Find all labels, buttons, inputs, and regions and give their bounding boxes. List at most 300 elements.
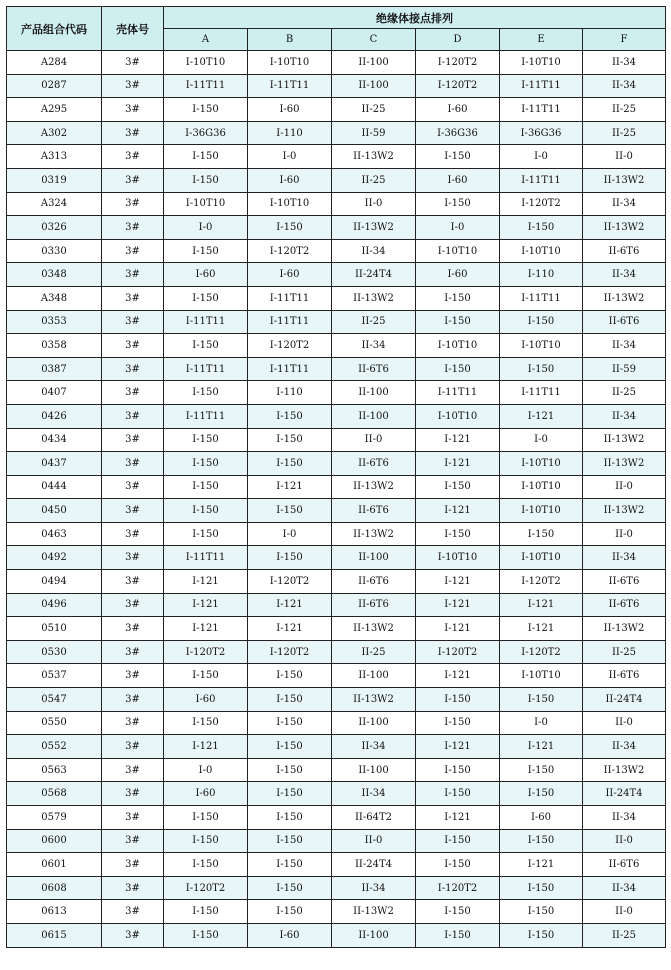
cell-f: II-34 [583,263,666,287]
cell-b: I-150 [248,853,332,877]
cell-a: I-60 [164,782,248,806]
cell-e: I-120T2 [500,570,583,594]
cell-e: I-150 [500,782,583,806]
table-row [7,829,666,853]
cell-e: I-121 [500,853,583,877]
cell-product-code: 0600 [7,829,102,853]
cell-f: II-34 [583,74,666,98]
cell-b: I-150 [248,876,332,900]
cell-shell: 3# [102,829,164,853]
cell-c: II-34 [332,735,416,759]
cell-product-code: 0494 [7,570,102,594]
cell-b: I-60 [248,923,332,947]
cell-shell: 3# [102,51,164,75]
cell-e: I-150 [500,688,583,712]
cell-product-code: 0407 [7,381,102,405]
cell-e: I-150 [500,216,583,240]
cell-a: I-11T11 [164,546,248,570]
cell-c: II-6T6 [332,452,416,476]
cell-b: I-150 [248,711,332,735]
cell-f: II-13W2 [583,499,666,523]
cell-shell: 3# [102,452,164,476]
cell-product-code: 0552 [7,735,102,759]
cell-a: I-10T10 [164,192,248,216]
cell-shell: 3# [102,310,164,334]
cell-a: I-60 [164,263,248,287]
cell-f: II-6T6 [583,593,666,617]
cell-c: II-6T6 [332,593,416,617]
cell-product-code: 0348 [7,263,102,287]
cell-e: I-60 [500,806,583,830]
cell-product-code: 0444 [7,475,102,499]
cell-c: II-13W2 [332,617,416,641]
table-row [7,121,666,145]
cell-product-code: 0437 [7,452,102,476]
header-col-b: B [248,29,332,51]
cell-c: II-100 [332,74,416,98]
table-header [7,7,666,51]
cell-c: II-0 [332,829,416,853]
header-col-e: E [500,29,583,51]
cell-shell: 3# [102,381,164,405]
cell-product-code: 0426 [7,404,102,428]
cell-c: II-13W2 [332,286,416,310]
cell-e: I-120T2 [500,640,583,664]
cell-b: I-60 [248,263,332,287]
cell-product-code: 0434 [7,428,102,452]
cell-b: I-120T2 [248,640,332,664]
cell-d: I-150 [416,923,500,947]
cell-b: I-11T11 [248,310,332,334]
cell-product-code: 0547 [7,688,102,712]
cell-b: I-120T2 [248,239,332,263]
cell-f: II-6T6 [583,239,666,263]
cell-f: II-34 [583,735,666,759]
cell-e: I-150 [500,876,583,900]
table-row [7,522,666,546]
cell-c: II-25 [332,98,416,122]
table-row [7,334,666,358]
cell-d: I-60 [416,168,500,192]
cell-c: II-6T6 [332,499,416,523]
cell-a: I-150 [164,853,248,877]
cell-a: I-150 [164,829,248,853]
cell-a: I-10T10 [164,51,248,75]
cell-d: I-150 [416,782,500,806]
header-col-d: D [416,29,500,51]
cell-e: I-121 [500,735,583,759]
cell-c: II-100 [332,51,416,75]
cell-product-code: A302 [7,121,102,145]
cell-d: I-10T10 [416,239,500,263]
cell-product-code: 0601 [7,853,102,877]
cell-shell: 3# [102,853,164,877]
cell-a: I-150 [164,806,248,830]
cell-b: I-150 [248,546,332,570]
cell-b: I-121 [248,475,332,499]
cell-c: II-13W2 [332,900,416,924]
cell-e: I-150 [500,310,583,334]
cell-b: I-11T11 [248,286,332,310]
cell-b: I-0 [248,522,332,546]
table-row [7,593,666,617]
cell-d: I-121 [416,499,500,523]
cell-c: II-34 [332,782,416,806]
cell-shell: 3# [102,168,164,192]
cell-a: I-121 [164,570,248,594]
cell-b: I-150 [248,428,332,452]
table-row [7,570,666,594]
cell-d: I-60 [416,263,500,287]
table-row [7,475,666,499]
cell-c: II-25 [332,640,416,664]
cell-c: II-13W2 [332,216,416,240]
cell-c: II-34 [332,239,416,263]
table-row [7,428,666,452]
cell-shell: 3# [102,640,164,664]
cell-f: II-6T6 [583,310,666,334]
cell-f: II-24T4 [583,782,666,806]
cell-shell: 3# [102,806,164,830]
cell-f: II-59 [583,357,666,381]
cell-f: II-25 [583,381,666,405]
cell-e: I-11T11 [500,98,583,122]
table-row [7,98,666,122]
cell-product-code: 0510 [7,617,102,641]
cell-c: II-24T4 [332,263,416,287]
cell-d: I-121 [416,735,500,759]
cell-d: I-10T10 [416,334,500,358]
cell-d: I-150 [416,475,500,499]
cell-shell: 3# [102,758,164,782]
cell-f: II-25 [583,98,666,122]
cell-e: I-150 [500,758,583,782]
cell-f: II-0 [583,145,666,169]
cell-c: II-0 [332,428,416,452]
cell-a: I-150 [164,428,248,452]
cell-shell: 3# [102,688,164,712]
cell-c: II-6T6 [332,357,416,381]
cell-c: II-100 [332,546,416,570]
table-row [7,853,666,877]
cell-a: I-150 [164,900,248,924]
cell-b: I-10T10 [248,51,332,75]
cell-d: I-60 [416,98,500,122]
cell-d: I-120T2 [416,51,500,75]
cell-f: II-13W2 [583,168,666,192]
header-shell-number: 壳体号 [102,7,164,51]
cell-a: I-150 [164,522,248,546]
header-product-code: 产品组合代码 [7,7,102,51]
cell-c: II-13W2 [332,475,416,499]
cell-e: I-10T10 [500,334,583,358]
cell-e: I-0 [500,145,583,169]
cell-c: II-59 [332,121,416,145]
table-row [7,452,666,476]
cell-b: I-150 [248,735,332,759]
table-row [7,263,666,287]
cell-e: I-121 [500,617,583,641]
cell-c: II-34 [332,876,416,900]
table-row [7,617,666,641]
cell-f: II-0 [583,522,666,546]
cell-product-code: A313 [7,145,102,169]
cell-product-code: 0492 [7,546,102,570]
cell-a: I-150 [164,145,248,169]
cell-product-code: 0326 [7,216,102,240]
cell-shell: 3# [102,239,164,263]
cell-shell: 3# [102,404,164,428]
cell-product-code: 0579 [7,806,102,830]
cell-f: II-34 [583,334,666,358]
header-col-c: C [332,29,416,51]
cell-b: I-110 [248,381,332,405]
cell-product-code: A348 [7,286,102,310]
cell-d: I-121 [416,593,500,617]
cell-e: I-150 [500,923,583,947]
cell-shell: 3# [102,735,164,759]
cell-shell: 3# [102,923,164,947]
cell-shell: 3# [102,876,164,900]
cell-a: I-121 [164,593,248,617]
cell-a: I-150 [164,381,248,405]
cell-a: I-150 [164,452,248,476]
cell-e: I-120T2 [500,192,583,216]
cell-shell: 3# [102,192,164,216]
cell-d: I-120T2 [416,876,500,900]
cell-a: I-150 [164,286,248,310]
header-col-f: F [583,29,666,51]
cell-c: II-25 [332,310,416,334]
cell-f: II-0 [583,829,666,853]
cell-product-code: 0550 [7,711,102,735]
cell-shell: 3# [102,334,164,358]
cell-b: I-150 [248,782,332,806]
cell-shell: 3# [102,617,164,641]
cell-b: I-10T10 [248,192,332,216]
cell-shell: 3# [102,593,164,617]
cell-f: II-34 [583,546,666,570]
cell-product-code: A295 [7,98,102,122]
table-row [7,711,666,735]
cell-d: I-121 [416,806,500,830]
table-row [7,216,666,240]
cell-a: I-120T2 [164,876,248,900]
cell-shell: 3# [102,263,164,287]
cell-c: II-100 [332,923,416,947]
cell-f: II-13W2 [583,452,666,476]
cell-shell: 3# [102,900,164,924]
cell-shell: 3# [102,782,164,806]
cell-f: II-6T6 [583,570,666,594]
table-row [7,357,666,381]
cell-product-code: 0496 [7,593,102,617]
cell-e: I-10T10 [500,546,583,570]
cell-a: I-150 [164,711,248,735]
cell-f: II-25 [583,640,666,664]
table-row [7,51,666,75]
table-row [7,900,666,924]
cell-c: II-6T6 [332,570,416,594]
cell-a: I-150 [164,499,248,523]
cell-shell: 3# [102,216,164,240]
cell-e: I-110 [500,263,583,287]
cell-d: I-121 [416,452,500,476]
cell-b: I-11T11 [248,357,332,381]
cell-f: II-13W2 [583,286,666,310]
cell-c: II-13W2 [332,522,416,546]
table-row [7,735,666,759]
cell-d: I-10T10 [416,546,500,570]
cell-product-code: 0530 [7,640,102,664]
cell-e: I-11T11 [500,74,583,98]
cell-b: I-60 [248,168,332,192]
cell-b: I-11T11 [248,74,332,98]
cell-d: I-150 [416,758,500,782]
cell-a: I-11T11 [164,310,248,334]
cell-a: I-0 [164,216,248,240]
cell-f: II-25 [583,923,666,947]
cell-a: I-150 [164,239,248,263]
cell-b: I-150 [248,216,332,240]
cell-d: I-121 [416,570,500,594]
table-row [7,640,666,664]
cell-f: II-13W2 [583,617,666,641]
table-row [7,145,666,169]
cell-d: I-121 [416,664,500,688]
header-insulator-arrangement: 绝缘体接点排列 [164,7,666,29]
cell-b: I-120T2 [248,334,332,358]
cell-d: I-121 [416,617,500,641]
cell-product-code: 0613 [7,900,102,924]
cell-d: I-150 [416,688,500,712]
cell-a: I-150 [164,168,248,192]
cell-e: I-10T10 [500,452,583,476]
cell-a: I-150 [164,923,248,947]
table-row [7,310,666,334]
cell-f: II-25 [583,121,666,145]
cell-b: I-150 [248,900,332,924]
contact-arrangement-table [6,6,666,948]
cell-d: I-150 [416,711,500,735]
cell-a: I-150 [164,475,248,499]
cell-c: II-13W2 [332,145,416,169]
cell-f: II-0 [583,711,666,735]
cell-shell: 3# [102,357,164,381]
table-body [7,51,666,948]
cell-e: I-36G36 [500,121,583,145]
table-row [7,286,666,310]
cell-f: II-34 [583,51,666,75]
cell-d: I-120T2 [416,74,500,98]
cell-shell: 3# [102,711,164,735]
cell-e: I-10T10 [500,499,583,523]
table-row [7,381,666,405]
cell-b: I-121 [248,593,332,617]
cell-product-code: 0358 [7,334,102,358]
table-row [7,499,666,523]
cell-e: I-10T10 [500,239,583,263]
table-row [7,74,666,98]
table-row [7,876,666,900]
cell-shell: 3# [102,522,164,546]
cell-d: I-150 [416,286,500,310]
cell-c: II-100 [332,381,416,405]
cell-product-code: 0450 [7,499,102,523]
cell-a: I-60 [164,688,248,712]
table-row [7,758,666,782]
header-col-a: A [164,29,248,51]
table-row [7,806,666,830]
table-row [7,192,666,216]
cell-b: I-0 [248,145,332,169]
cell-product-code: 0537 [7,664,102,688]
table-row [7,782,666,806]
table-row [7,688,666,712]
cell-c: II-34 [332,334,416,358]
cell-d: I-120T2 [416,640,500,664]
cell-product-code: 0568 [7,782,102,806]
cell-d: I-150 [416,357,500,381]
cell-e: I-150 [500,829,583,853]
cell-product-code: 0615 [7,923,102,947]
cell-f: II-13W2 [583,428,666,452]
cell-f: II-34 [583,806,666,830]
cell-b: I-120T2 [248,570,332,594]
cell-f: II-6T6 [583,664,666,688]
cell-b: I-110 [248,121,332,145]
cell-shell: 3# [102,570,164,594]
cell-a: I-150 [164,664,248,688]
cell-product-code: 0563 [7,758,102,782]
cell-a: I-11T11 [164,404,248,428]
cell-e: I-10T10 [500,475,583,499]
cell-e: I-121 [500,404,583,428]
cell-c: II-100 [332,758,416,782]
cell-a: I-0 [164,758,248,782]
cell-f: II-34 [583,876,666,900]
cell-e: I-150 [500,522,583,546]
cell-b: I-60 [248,98,332,122]
table-row [7,168,666,192]
cell-f: II-13W2 [583,216,666,240]
cell-e: I-150 [500,900,583,924]
contact-arrangement-table-container [6,6,665,948]
cell-b: I-150 [248,499,332,523]
cell-c: II-100 [332,664,416,688]
cell-b: I-150 [248,664,332,688]
cell-e: I-121 [500,593,583,617]
cell-f: II-34 [583,404,666,428]
cell-f: II-24T4 [583,688,666,712]
cell-a: I-36G36 [164,121,248,145]
cell-product-code: 0319 [7,168,102,192]
cell-b: I-150 [248,688,332,712]
table-row [7,923,666,947]
cell-a: I-150 [164,334,248,358]
cell-b: I-150 [248,452,332,476]
cell-product-code: 0287 [7,74,102,98]
cell-e: I-10T10 [500,51,583,75]
cell-b: I-150 [248,404,332,428]
cell-d: I-150 [416,900,500,924]
cell-e: I-11T11 [500,168,583,192]
cell-d: I-11T11 [416,381,500,405]
cell-d: I-10T10 [416,404,500,428]
cell-d: I-150 [416,145,500,169]
cell-product-code: 0353 [7,310,102,334]
cell-c: II-100 [332,404,416,428]
